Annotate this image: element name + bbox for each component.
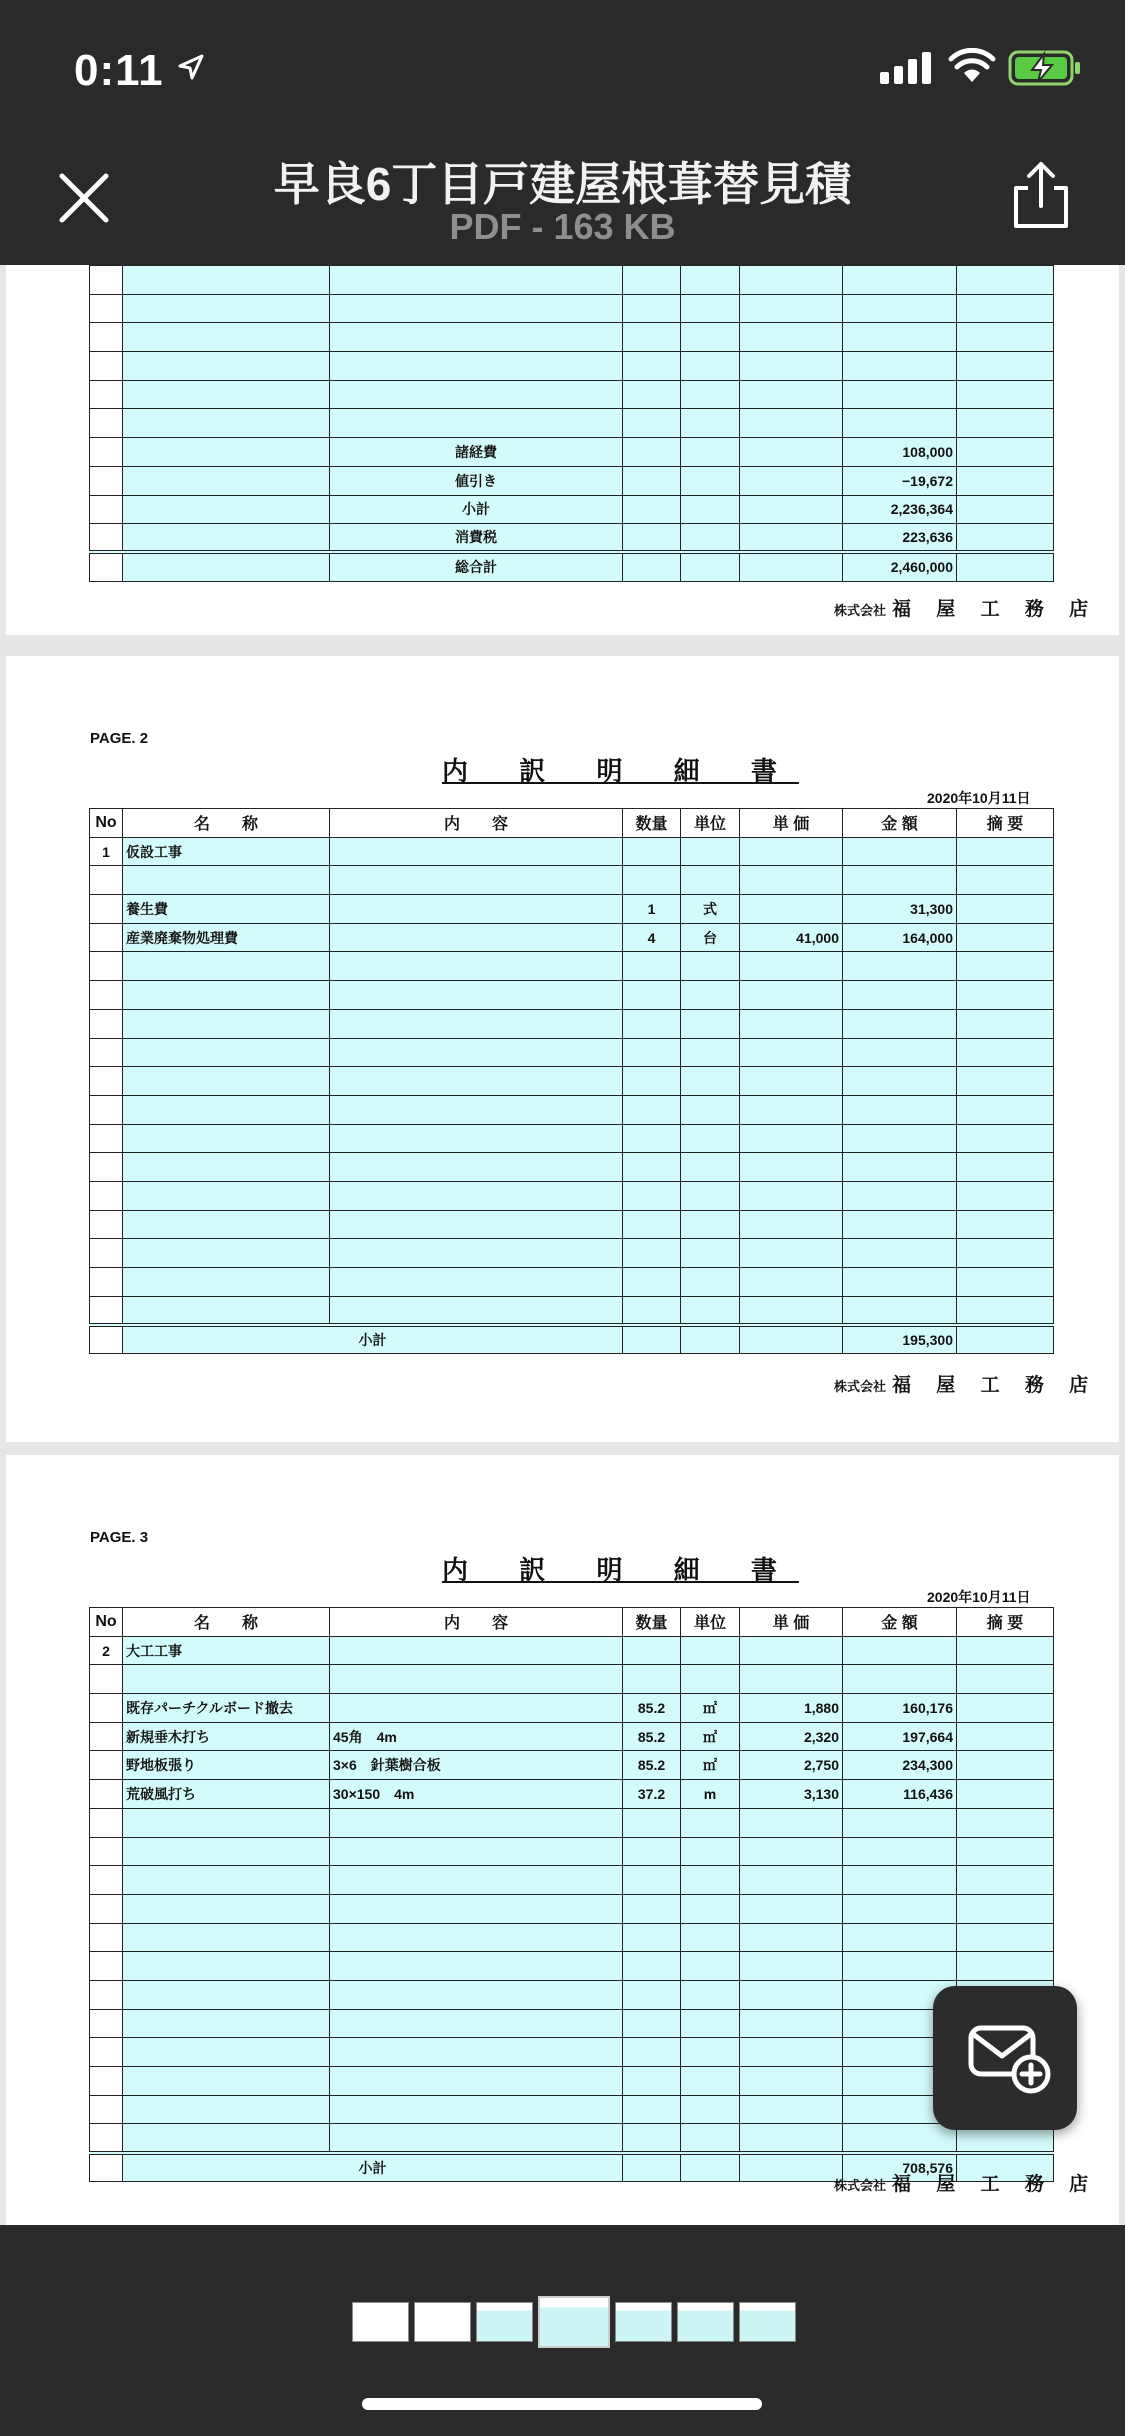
- page-thumbnails[interactable]: [352, 2302, 796, 2348]
- pdf-viewer[interactable]: [0, 265, 1125, 2225]
- document-subtitle: PDF - 163 KB: [449, 206, 676, 247]
- status-time: 0:11: [74, 46, 164, 95]
- doc-date: 2020年10月11日: [927, 1589, 1031, 1605]
- pdf-page-1: [6, 265, 1119, 635]
- page-thumbnail-current[interactable]: [538, 2296, 610, 2348]
- battery-charging-icon: [1008, 50, 1082, 86]
- page-thumbnail[interactable]: [476, 2302, 533, 2342]
- table-row: 養生費 1 式 31,300: [90, 895, 1054, 924]
- table-row: 諸経費 108,000: [90, 438, 1054, 467]
- company-name: 株式会社 福 屋 工 務 店: [834, 599, 1099, 620]
- subtotal-row: 小計 195,300: [90, 1325, 1054, 1354]
- doc-title: 内 訳 明 細 書: [442, 756, 799, 786]
- company-name: 株式会社 福 屋 工 務 店: [834, 2174, 1099, 2195]
- mail-add-icon: [933, 1986, 1077, 2130]
- subtotal-row: 小計 708,576: [90, 2153, 1054, 2182]
- table-row: 2 大工工事: [90, 1636, 1054, 1665]
- table-row: 産業廃棄物処理費 4 台 41,000 164,000: [90, 923, 1054, 952]
- page-label: PAGE. 2: [90, 730, 149, 747]
- page-thumbnail[interactable]: [414, 2302, 471, 2342]
- table-row: 野地板張り 3×6 針葉樹合板 85.2 ㎡ 2,750 234,300: [90, 1751, 1054, 1780]
- doc-title: 内 訳 明 細 書: [442, 1555, 799, 1585]
- table-row: 小計 2,236,364: [90, 495, 1054, 524]
- wifi-icon: [948, 48, 996, 84]
- table-row: 値引き −19,672: [90, 466, 1054, 495]
- table-row: 既存パーチクルボード撤去 85.2 ㎡ 1,880 160,176: [90, 1694, 1054, 1723]
- share-icon[interactable]: [1008, 160, 1074, 230]
- pdf-page-2: [6, 656, 1119, 1442]
- location-arrow-icon: [176, 52, 206, 82]
- page-label: PAGE. 3: [90, 1529, 149, 1546]
- table-row: 消費税 223,636: [90, 524, 1054, 553]
- table-row: 新規垂木打ち 45角 4m 85.2 ㎡ 2,320 197,664: [90, 1722, 1054, 1751]
- estimate-table: No 名 称 内 容 数量 単位 単 価 金 額 摘 要 2 大工工事 既存パーチクルボード撤去 85.2 ㎡ 1,880 160,176 新規垂木打ち 45角 4m 85.2 ㎡ 2,320 197,664 野地板張り 3×6 針葉樹合板 85.2 ㎡ 2,750 234,300 荒破風打ち 30×150 4m 37.2 m 3,130 116,436 小計 708,576: [89, 1607, 1054, 2182]
- cellular-signal-icon: [880, 50, 936, 84]
- estimate-table: No 名 称 内 容 数量 単位 単 価 金 額 摘 要 1 仮設工事 養生費 1 式 31,300 産業廃棄物処理費 4 台 41,000 164,000 小計 195,300: [89, 808, 1054, 1354]
- doc-date: 2020年10月11日: [927, 790, 1031, 806]
- page-thumbnail[interactable]: [615, 2302, 672, 2342]
- table-row: 総合計 2,460,000: [90, 552, 1054, 581]
- company-name: 株式会社 福 屋 工 務 店: [834, 1375, 1099, 1396]
- table-row: 荒破風打ち 30×150 4m 37.2 m 3,130 116,436: [90, 1780, 1054, 1809]
- page-thumbnail[interactable]: [352, 2302, 409, 2342]
- status-bar: [0, 0, 1125, 130]
- home-indicator[interactable]: [362, 2398, 762, 2410]
- document-title: 早良6丁目戸建屋根葺替見積: [273, 158, 852, 210]
- table-row: 1 仮設工事: [90, 837, 1054, 866]
- compose-mail-button[interactable]: [933, 1986, 1077, 2130]
- page-thumbnail[interactable]: [739, 2302, 796, 2342]
- page-thumbnail[interactable]: [677, 2302, 734, 2342]
- summary-table: [89, 265, 1054, 582]
